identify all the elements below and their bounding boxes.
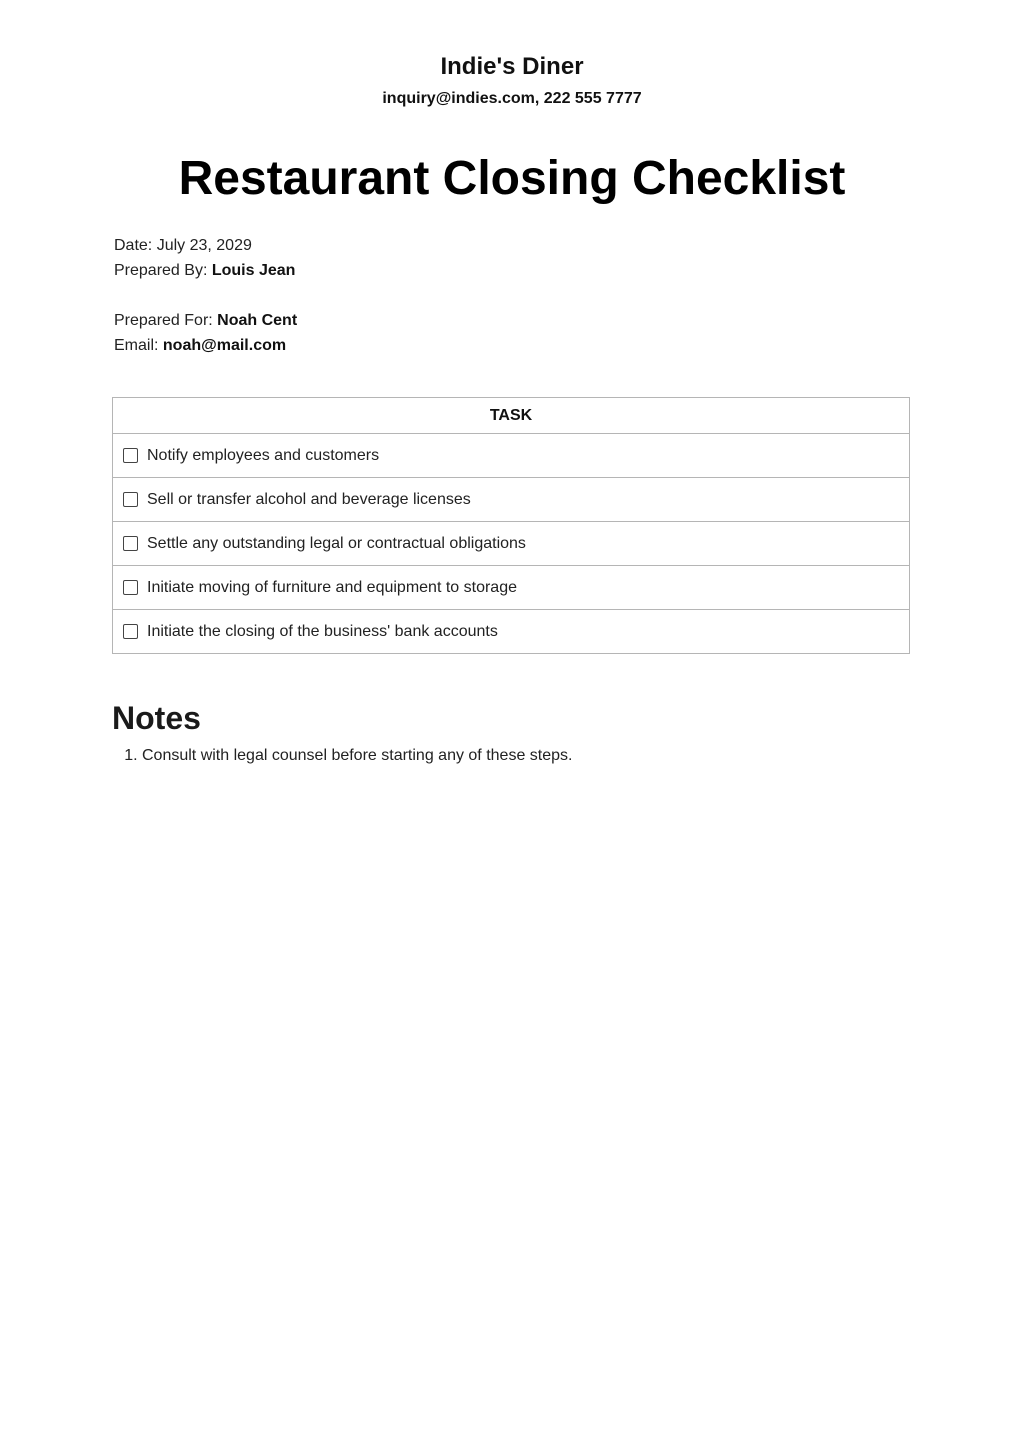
task-label: Sell or transfer alcohol and beverage licenses (147, 490, 471, 508)
task-checkbox[interactable] (123, 536, 138, 551)
task-checkbox[interactable] (123, 492, 138, 507)
table-row (113, 566, 910, 610)
email-value: noah@mail.com (162, 337, 287, 354)
task-checkbox[interactable] (123, 580, 138, 595)
table-row (113, 522, 910, 566)
task-table (112, 397, 910, 654)
table-row (113, 478, 910, 522)
list-item: 1. Consult with legal counsel before starting any of these steps. (142, 744, 922, 768)
document-meta (114, 233, 297, 358)
date-row (114, 233, 297, 258)
task-column-header: TASK (113, 398, 910, 434)
table-row (113, 610, 910, 654)
company-name: Indie's Diner (440, 53, 584, 80)
prepared-for-row (114, 308, 297, 333)
task-label: Notify employees and customers (147, 446, 380, 464)
document-title: Restaurant Closing Checklist (178, 152, 846, 205)
task-label: Settle any outstanding legal or contractual obligations (147, 534, 526, 552)
email-label: Email: (114, 337, 163, 354)
date-value: July 23, 2029 (156, 237, 252, 254)
date-label: Date: (114, 237, 157, 254)
notes-heading: Notes (112, 700, 201, 736)
task-label: Initiate the closing of the business' bank accounts (147, 622, 498, 640)
task-checkbox[interactable] (123, 448, 138, 463)
task-checkbox[interactable] (123, 624, 138, 639)
prepared-by-row (114, 258, 297, 283)
prepared-by-value: Louis Jean (211, 262, 296, 279)
table-row (113, 434, 910, 478)
task-label: Initiate moving of furniture and equipment to storage (147, 578, 517, 596)
prepared-by-label: Prepared By: (114, 262, 212, 279)
notes-list (114, 744, 922, 768)
prepared-for-label: Prepared For: (114, 312, 218, 329)
company-contact: inquiry@indies.com, 222 555 7777 (382, 90, 642, 107)
table-header-row (113, 398, 910, 434)
email-row (114, 333, 297, 358)
prepared-for-value: Noah Cent (217, 312, 298, 329)
